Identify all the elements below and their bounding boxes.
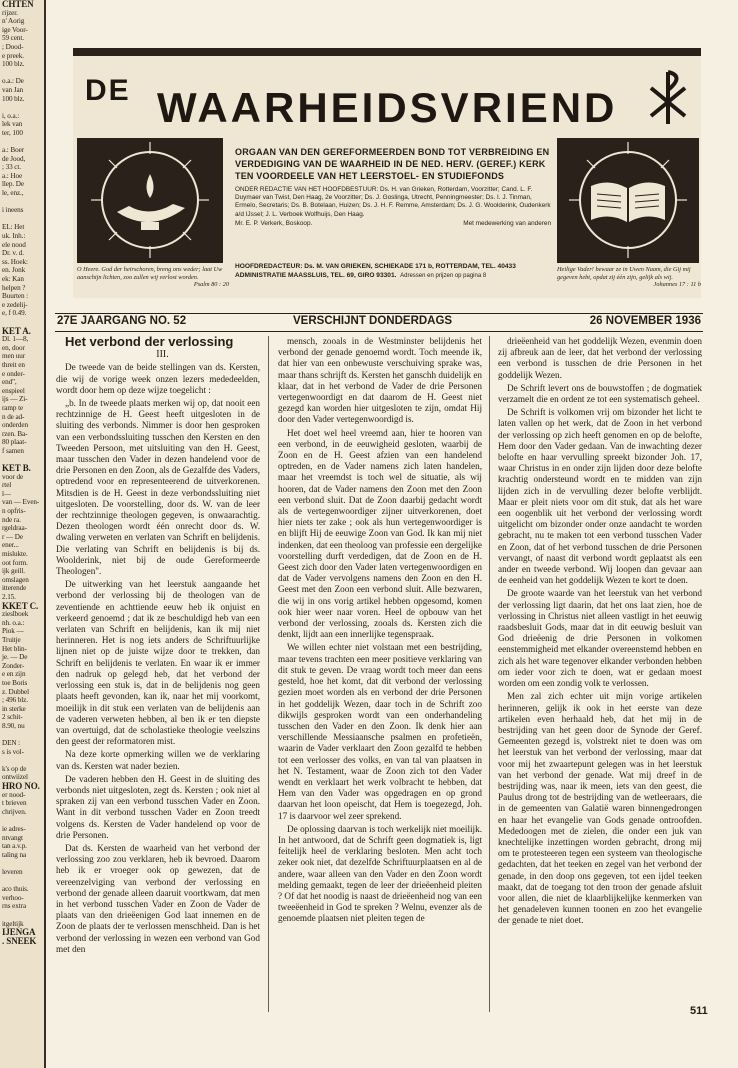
spine-line bbox=[0, 138, 44, 147]
john-caption bbox=[557, 266, 701, 289]
spine-line: ener... bbox=[2, 541, 19, 550]
masthead-title bbox=[85, 68, 625, 138]
spine-line: itterende bbox=[2, 584, 27, 593]
spine-line: ; Dood- bbox=[2, 42, 24, 51]
spine-line: . SNEEK bbox=[2, 935, 37, 946]
spine-line: e en zijn bbox=[2, 670, 26, 679]
psalm-text: O Heere. God der heirschoren, breng ons weder; laat Uw aanschijn lichten, zoo zullen wij verlost worden. bbox=[77, 266, 223, 281]
spine-line: de Jood, bbox=[2, 154, 26, 163]
psalm-caption bbox=[77, 266, 229, 289]
spine-line: ige Voor- bbox=[2, 25, 28, 34]
spine-line: EL: Het bbox=[2, 223, 25, 232]
spine-line: 100 blz. bbox=[2, 94, 25, 103]
masthead bbox=[73, 48, 701, 298]
article-paragraph: Het doet wel heel vreemd aan, hier te hooren van een verbond, in de eeuwigheid gesloten, waarbij de Zoon en de H. Geest afzien van een handelend optreden, en de Vader namens zich laten handelen, maar het vreemdst is toch wel de situatie, als wij hooren, dat de Vader namens den Zoon met den Zoon een verbond sluit. Dat de Zoon daarbij gedacht wordt als de vertegenwoordiger zijner uitverkorenen, doet hier niets ter zake ; ook als hun vertegenwoordiger is en blijft Hij de eeuwige Zoon van God. Ik kan mij niet indenken, dat een theoloog van professie een dergelijke voorstelling durft verdedigen, dat de Zoon en de H. Geest zich door den Vader laten vertegenwoordigen en dat de Vader vervolgens namens den Zoon en den H. Geest met den Zoon een verbond sluit. Alle bezwaren, die wij in ons vorig artikel hebben opgesomd, komen ook hier weer naar voren. Heel de opbouw van het verbond der verlossing, zooals ds. Kersten zich die denkt, lijdt aan een innerlijke tegenspraak. bbox=[278, 427, 482, 640]
spine-line bbox=[0, 103, 44, 112]
column-1 bbox=[56, 336, 260, 957]
spine-line: verhoo- bbox=[2, 893, 24, 902]
spine-line: threit en bbox=[2, 360, 25, 369]
article-paragraph: De Schrift is volkomen vrij om bizonder het licht te laten vallen op het werk, dat de Zoon in het verbond der verlossing op zich heeft genomen en op de belofte, Hem door den Vader gedaan. Van de inwachting dezer belofte en haar vervulling spreekt bizonder Joh. 17, waar Christus in en onder zijn lijden door deze belofte krachtig ondersteund wordt en te midden van zijn lijden zich in de vervulling dezer belofte verblijdt. Maar er pleit niets voor om dit stuk, dat als het ware een oogenblik uit het verbond der verlossing wordt uitgelicht om bizonder onder onze aandacht te worden gebracht, nu te maken tot een verbond tusschen Vader en Zoon, dat of het verbond tusschen de drie Personen vervangt, of naast dit verbond wordt geplaatst als een ander en tweede verbond. Wij loopen dan gevaar aan de eenheid van het goddelijk Wezen te kort te doen. bbox=[498, 407, 702, 586]
spine-line: onderden bbox=[2, 421, 28, 430]
spine-line: KET A. bbox=[2, 325, 31, 336]
spine-line: nde ra. bbox=[2, 515, 21, 524]
spine-line: 2 schit- bbox=[2, 713, 23, 722]
spine-line bbox=[0, 198, 44, 207]
article-paragraph: drieëenheid van het goddelijk Wezen, evenmin doen zij afbreuk aan de leer, dat het verbond der verlossing een verbond is tusschen de drie Personen in het goddelijk Wezen. bbox=[498, 336, 702, 380]
spine-line: omslagen bbox=[2, 575, 29, 584]
article-paragraph: De oplossing daarvan is toch werkelijk niet moeilijk. In het antwoord, dat de Schrift geen dogmatiek is, ligt feitelijk heel de verklaring besloten. Men acht toch zeker ook niet, dat dezelfde Schriftuurplaatsen en al de andere, waar alleen van den Vader en den Zoon wordt melding gemaakt, tegen de leer der drieëenheid pleiten ? Of dat het noodig is naast de drieëenheid nog van een tweeëenheid in God te spreken ? Welnu, evenzer als de genoemde plaatsen niet pleiten tegen de bbox=[278, 823, 482, 924]
spine-line: Buurten : bbox=[2, 292, 29, 301]
spine-line: en. Jonk bbox=[2, 266, 26, 275]
spine-line: ; 33 ct. bbox=[2, 163, 21, 172]
spine-line bbox=[0, 730, 44, 739]
open-book-icon bbox=[557, 138, 699, 263]
article-paragraph: De groote waarde van het leerstuk van het verbond der verlossing ligt daarin, dat het ons laat zien, hoe de verlossing in Christus niet alleen vastligt in het eeuwig raadsbesluit Gods, maar dat in dit eeuwig besluit van God drieëenig de drie Personen in volkomen eenstemmigheid met elkander overeenstemd hebben en zich als het ware tegenover elkander verbonden hebben om ieder voor zich te doen, wat er gedaan moest worden om een zondig volk te verlossen. bbox=[498, 588, 702, 689]
spine-line: o.a.: De bbox=[2, 77, 24, 86]
spine-line: k's op de bbox=[2, 764, 27, 773]
spine-line: e, f 0.49. bbox=[2, 309, 27, 318]
masthead-de: DE bbox=[85, 74, 131, 107]
editor-in-chief: HOOFDREDACTEUR: Ds. M. VAN GRIEKEN, SCHIEKADE 171 b, ROTTERDAM, TEL. 40433 bbox=[235, 263, 516, 270]
spine-line: uk. Inh.: bbox=[2, 232, 26, 241]
spine-line: Piok — bbox=[2, 627, 24, 636]
spine-line: rns extra bbox=[2, 902, 27, 911]
oil-lamp-icon bbox=[77, 138, 223, 263]
spine-line: CHTEN bbox=[2, 0, 34, 9]
board-member-verkerk: Mr. E. P. Verkerk, Boskoop. bbox=[235, 219, 313, 227]
spine-line: i ineens bbox=[2, 206, 24, 215]
issue-date: 26 NOVEMBER 1936 bbox=[589, 315, 701, 327]
spine-line: aco thuis. bbox=[2, 885, 29, 894]
editorial-board: ONDER REDACTIE VAN HET HOOFDBESTUUR: Ds. H. van Grieken, Rotterdam, Voorzitter; Cand. L. F. Duymaer van Twist, Den Haag, 2e Voorzitter; Ds. J. Goslinga, Utrecht, Penningmeester; Ds. I. J. Tinman, Ermelo, Secretaris; Ds. B. Botelaan, Huizen; Ds. J. H. F. Remme, Amsterdam; Ds. J. G. Woolderink, Oudenkerk a/d IJssel; J. L. Verboek Wolfhuijs, Den Haag. bbox=[235, 186, 551, 218]
column-2 bbox=[278, 336, 482, 927]
left-page-spine bbox=[0, 0, 46, 1068]
spine-line: tan a.v.p. bbox=[2, 842, 27, 851]
spine-line: Dr. v. d. bbox=[2, 249, 24, 258]
masthead-waarheidsvriend: WAARHEIDSVRIEND bbox=[157, 84, 618, 131]
spine-line: 100 blz. bbox=[2, 60, 25, 69]
spine-line: s is vol- bbox=[2, 747, 24, 756]
spine-line: ele nood bbox=[2, 240, 26, 249]
chi-rho-icon bbox=[643, 68, 693, 128]
spine-line: n' Aorig bbox=[2, 17, 25, 26]
spine-line: n de ad- bbox=[2, 412, 25, 421]
publication-frequency: VERSCHIJNT DONDERDAGS bbox=[293, 315, 453, 327]
article-paragraph: mensch, zooals in de Westminster belijdenis het verbond der genade genoemd wordt. Toch meende ik, dat hier van een onbewuste verschuiving sprake was, maar thans schrijft ds. Kersten het ganschh duidelijk en klaar, dat in het verbond de Vader de drie Personen vertegenwoordigt en dat daarom de H. Geest niet gezegd kan worden hier uitgesloten te zijn, omdat Hij door den Vader vertegenwoordigd is. bbox=[278, 336, 482, 425]
column-divider bbox=[268, 336, 269, 1012]
spine-line: itgeltijk bbox=[2, 919, 24, 928]
article-paragraph: De uitwerking van het leerstuk aangaande het verbond der verlossing bij de theologen van de zeventiende en achttiende eeuw heb ik onjuist en verkeerd genoemd ; dat ik ze beschuldigd heb van een verlaten van Schrift en belijdenis, kan ik mij niet herinneren. Het is nog iets anders de Schriftuurlijke lijnen niet op de juiste wijze door te trekken, dan Schrift en belijdenis te verlaten. En waar ik er immer den nadruk op gelegd heb, dat het verbond der verlossing een stuk is, dat in de belijdenis nog geen plaats heeft gevonden, kan ik, naar het mij voorkomt, moeilijk in dit stuk een verlaten van de belijdenis aan de vaderen verweten hebben, al ben ik er ten diepste van overtuigd, dat de scholastieke theologie veelszins den geest der reformatoren mist. bbox=[56, 579, 260, 747]
article-paragraph: We willen echter niet volstaan met een bestrijding, maar tevens trachten een meer positieve verklaring van dit stuk te geven. De vraag wordt toch meer dan eens gesteld, hoe het komt, dat dit verbond der verlossing gezien moet worden als en verbond der drie Personen in het goddelijk Wezen, daar toch in de Schrift zoo dikwijls gesproken wordt van een onderhandeling tusschen den Vader en den Zoon. Ik denk hier aan verschillende Messiaansche psalmen en profetieën, waarin de Vader verklaart den Zoon gezalfd te hebben tot een verlosser des volks, en van tal van plaatsen in het N. Testament, waar de Zoon zich tot den Vader wendt en verklaart het werk volbracht te hebben, dat Hem van den Vader was opgedragen en op grond daarvan het loon opeischt, dat Hem is toegezegd, Joh. 17 is daarvoor wel zeer sprekend. bbox=[278, 642, 482, 821]
article-paragraph: De Schrift levert ons de bouwstoffen ; de dogmatiek verzamelt die en ordent ze tot een systematisch geheel. bbox=[498, 382, 702, 405]
spine-line: e preek. bbox=[2, 51, 24, 60]
spine-line: rzen. Ba- bbox=[2, 429, 28, 438]
spine-line: nh. o.a.: bbox=[2, 618, 25, 627]
spine-line: enspieel bbox=[2, 386, 25, 395]
page-number: 511 bbox=[690, 1005, 708, 1017]
spine-line: llep. De bbox=[2, 180, 24, 189]
article-paragraph: De vaderen hebben den H. Geest in de sluiting des verbonds niet uitgesloten, zegt ds. Kersten ; ook niet al spraken zij van een verbond tusschen Vader en Zoon. Want in dit verbond tusschen Vader en Zoon treedt volgens ds. Kersten de Vader handelend op voor de drie Personen. bbox=[56, 773, 260, 840]
editor-address bbox=[235, 262, 551, 281]
psalm-reference: Psalm 80 : 20 bbox=[193, 281, 229, 289]
spine-line: ss. Hoek: bbox=[2, 257, 28, 266]
spine-line: er nood- bbox=[2, 790, 26, 799]
spine-line: rgeldraa- bbox=[2, 524, 27, 533]
spine-line bbox=[0, 816, 44, 825]
article-paragraph: De tweede van de beide stellingen van ds. Kersten, die wij de vorige week onzen lezers mededeelden, wordt door hem op deze wijze toegelicht : bbox=[56, 362, 260, 395]
spine-line: end", bbox=[2, 378, 17, 387]
article-headline: Het verbond der verlossing bbox=[65, 334, 234, 349]
spine-line: ; 496 blz. bbox=[2, 696, 28, 705]
spine-line: leveren bbox=[2, 867, 23, 876]
newspaper-page bbox=[50, 30, 708, 1040]
spine-line bbox=[0, 911, 44, 920]
spine-line: KKET C. bbox=[2, 600, 39, 611]
john-text: Heilige Vader! bewaar ze in Uwen Naam, die Gij mij gegeven hebt, opdat zij één zijn, gelijk als wij. bbox=[557, 266, 691, 281]
issue-bar bbox=[55, 313, 703, 332]
spine-line: chrijven. bbox=[2, 807, 27, 816]
spine-line: ramp te bbox=[2, 403, 24, 412]
spine-line: i, o.a.: bbox=[2, 111, 20, 120]
spine-line bbox=[0, 215, 44, 224]
spine-line: r — De bbox=[2, 532, 23, 541]
spine-line: 59 cent. bbox=[2, 34, 24, 43]
spine-line: ijk geill. bbox=[2, 567, 25, 576]
john-reference: Johannes 17 : 11 b bbox=[653, 281, 701, 289]
spine-line: van Jan bbox=[2, 85, 24, 94]
column-3 bbox=[498, 336, 702, 929]
spine-line: ntvangt bbox=[2, 833, 23, 842]
article-paragraph: Dat ds. Kersten de waarheid van het verbond der verlossing zoo zou verklaren, heb ik bevroed. Daarom heb ik er vroeger ook op gewezen, dat de vereenzelviging van verbond der verlossing en verbond der genade alleen daaruit voortkwam, dat men in het verbond tusschen Vader en Zoon de Vader de plaats van den drieëenigen God laat innemen en de Zoon de plaats der te verlossen menschheid. Dan is het verbond der verlossing in wezen een verbond van God met den bbox=[56, 842, 260, 954]
spine-line: f samen bbox=[2, 446, 24, 455]
spine-line: IJENGA bbox=[2, 927, 36, 938]
spine-line: ijs — Zi- bbox=[2, 395, 28, 404]
spine-line: 8.90, nu bbox=[2, 721, 25, 730]
spine-line: l— bbox=[2, 489, 11, 498]
spine-line: e onder- bbox=[2, 369, 25, 378]
article-paragraph: „b. In de tweede plaats merken wij op, dat nooit een rechtzinnige de H. Geest heeft uitgesloten in de sluiting des verbonds. Nimmer is door hen gesproken van een verbondssluiting tusschen den Kersten en den Tweeden Persoon, met uitsluiting van den H. Geest, maar tusschen den Vader in dezen handelend voor de drie Personen en den Zoon, als de Gezalfde des Vaders, optredend voor en representeerend de uitverkorenen. Mitsdien is de H. Geest in deze verbondssluiting niet uitgesloten. De voorstelling, door ds. W. van de leer der rechtzinnige theologen gegeven, is onwaarachtig. Dezen theologen wordt één onrecht door ds. W. dwaling verweten en verlaten van Schrift en belijdenis. Die verlating van Schrift en belijdenis is bij ds. Woolderink, niet bij de oude Gereformeerde Theologen". bbox=[56, 398, 260, 577]
spine-line: oot form. bbox=[2, 558, 28, 567]
article-paragraph: Men zal zich echter uit mijn vorige artikelen herinneren, gelijk ik ook in het eerste van deze artikelen even herhaald heb, dat het mij in de bestrijding van het geen door de Synode der Geref. Gemeenten gezegd is, volstrekt niet te doen was om het leerstuk van het verbond der verlossing, maar dat voor mij het zwaartepunt gelegen was in het leerstuk van het verbond der genade. Wat mij dreef in de bestrijding was, naar ik meen, iets van den geest, die Paulus drong tot de bestrijding van de wetleeraars, die in de gemeenten van Galatië waren binnengedrongen en haar het evangelie van Gods genade ontroofden. Mededoogen met de zielen, die onder een juk van knechtelijke inzettingen worden gebracht, drong mij om te protesteeren tegen een systeem van theologische gedachten, dat het teeken en zegel van het verbond der genade, in den doop ons gegeven, tot een ijdel teeken maakt, dat de toegang tot den troon der genade afsluit voor allen, die niet de klaarblijkelijke kenmerken van het genadeleven kunnen toonen en zoo het evangelie der genade te niet doet. bbox=[498, 691, 702, 926]
spine-line bbox=[0, 859, 44, 868]
masthead-top-bar bbox=[73, 48, 701, 56]
spine-line: in sterke bbox=[2, 704, 26, 713]
administration: ADMINISTRATIE MAASSLUIS, TEL. 69, GIRO 93301. bbox=[235, 272, 397, 279]
spine-line: KET B. bbox=[2, 463, 31, 474]
spine-line: zieslboek bbox=[2, 610, 29, 619]
spine-line: en, door bbox=[2, 343, 25, 352]
spine-line: rijzer. bbox=[2, 8, 18, 17]
spine-line: HRO NO. bbox=[2, 781, 40, 792]
spine-line: mislukte. bbox=[2, 550, 28, 558]
organisation-statement: ORGAAN VAN DEN GEREFORMEERDEN BOND TOT VERBREIDING EN VERDEDIGING VAN DE WAARHEID IN DE NED. HERV. (GEREF.) KERK TEN VOORDEELE VAN HET LEERSTOEL- EN STUDIEFONDS bbox=[235, 147, 550, 181]
spine-line: toe Boris bbox=[2, 678, 28, 687]
spine-line: z. Dubbel bbox=[2, 687, 30, 696]
spine-line: je. — De bbox=[2, 653, 28, 662]
spine-line: van — Even- bbox=[2, 498, 40, 507]
spine-line: 2.15. bbox=[2, 592, 16, 601]
spine-line bbox=[0, 69, 44, 78]
spine-line: le, enz., bbox=[2, 189, 24, 198]
addresses-note: Adressen en prijzen op pagina 8 bbox=[400, 273, 487, 279]
lamp-illustration bbox=[77, 138, 223, 263]
spine-line: helpen ? bbox=[2, 283, 26, 292]
column-divider bbox=[489, 336, 490, 1012]
volume-number: 27E JAARGANG NO. 52 bbox=[57, 315, 187, 327]
spine-line: Het blin- bbox=[2, 644, 27, 653]
spine-line: ie adres- bbox=[2, 825, 26, 833]
spine-line: Zonder- bbox=[2, 661, 25, 670]
spine-line: a.: Hoe bbox=[2, 171, 23, 180]
article-part: III. bbox=[156, 349, 169, 361]
spine-line: men uur bbox=[2, 352, 26, 361]
spine-line: voor de bbox=[2, 472, 24, 481]
spine-line: taling na bbox=[2, 850, 27, 859]
article-paragraph: Na deze korte opmerking willen we de verklaring van ds. Kersten wat nader bezien. bbox=[56, 749, 260, 771]
masthead-centre-text bbox=[235, 146, 551, 228]
collaboration-line bbox=[235, 220, 551, 228]
spine-line: Dl. 1—8, bbox=[2, 335, 29, 344]
spine-line: rtel bbox=[2, 481, 12, 490]
spine-line: a.: Boer bbox=[2, 146, 24, 155]
spine-line: ter, 100 bbox=[2, 128, 23, 137]
spine-line: ontwiizel bbox=[2, 773, 28, 782]
collaboration-note: Met medewerking van anderen bbox=[463, 219, 551, 227]
spine-line: ek: Kan bbox=[2, 275, 24, 283]
spine-line: e zedelij- bbox=[2, 300, 28, 309]
spine-line: Truitje bbox=[2, 635, 21, 644]
spine-line bbox=[0, 756, 44, 765]
spine-line: n opfris- bbox=[2, 507, 26, 516]
bible-illustration bbox=[557, 138, 699, 263]
spine-line: t brieven bbox=[2, 799, 27, 808]
spine-line: DEN : bbox=[2, 739, 21, 748]
spine-line: lek van bbox=[2, 120, 23, 129]
spine-line: 80 plaat- bbox=[2, 438, 27, 447]
spine-line bbox=[0, 877, 44, 886]
